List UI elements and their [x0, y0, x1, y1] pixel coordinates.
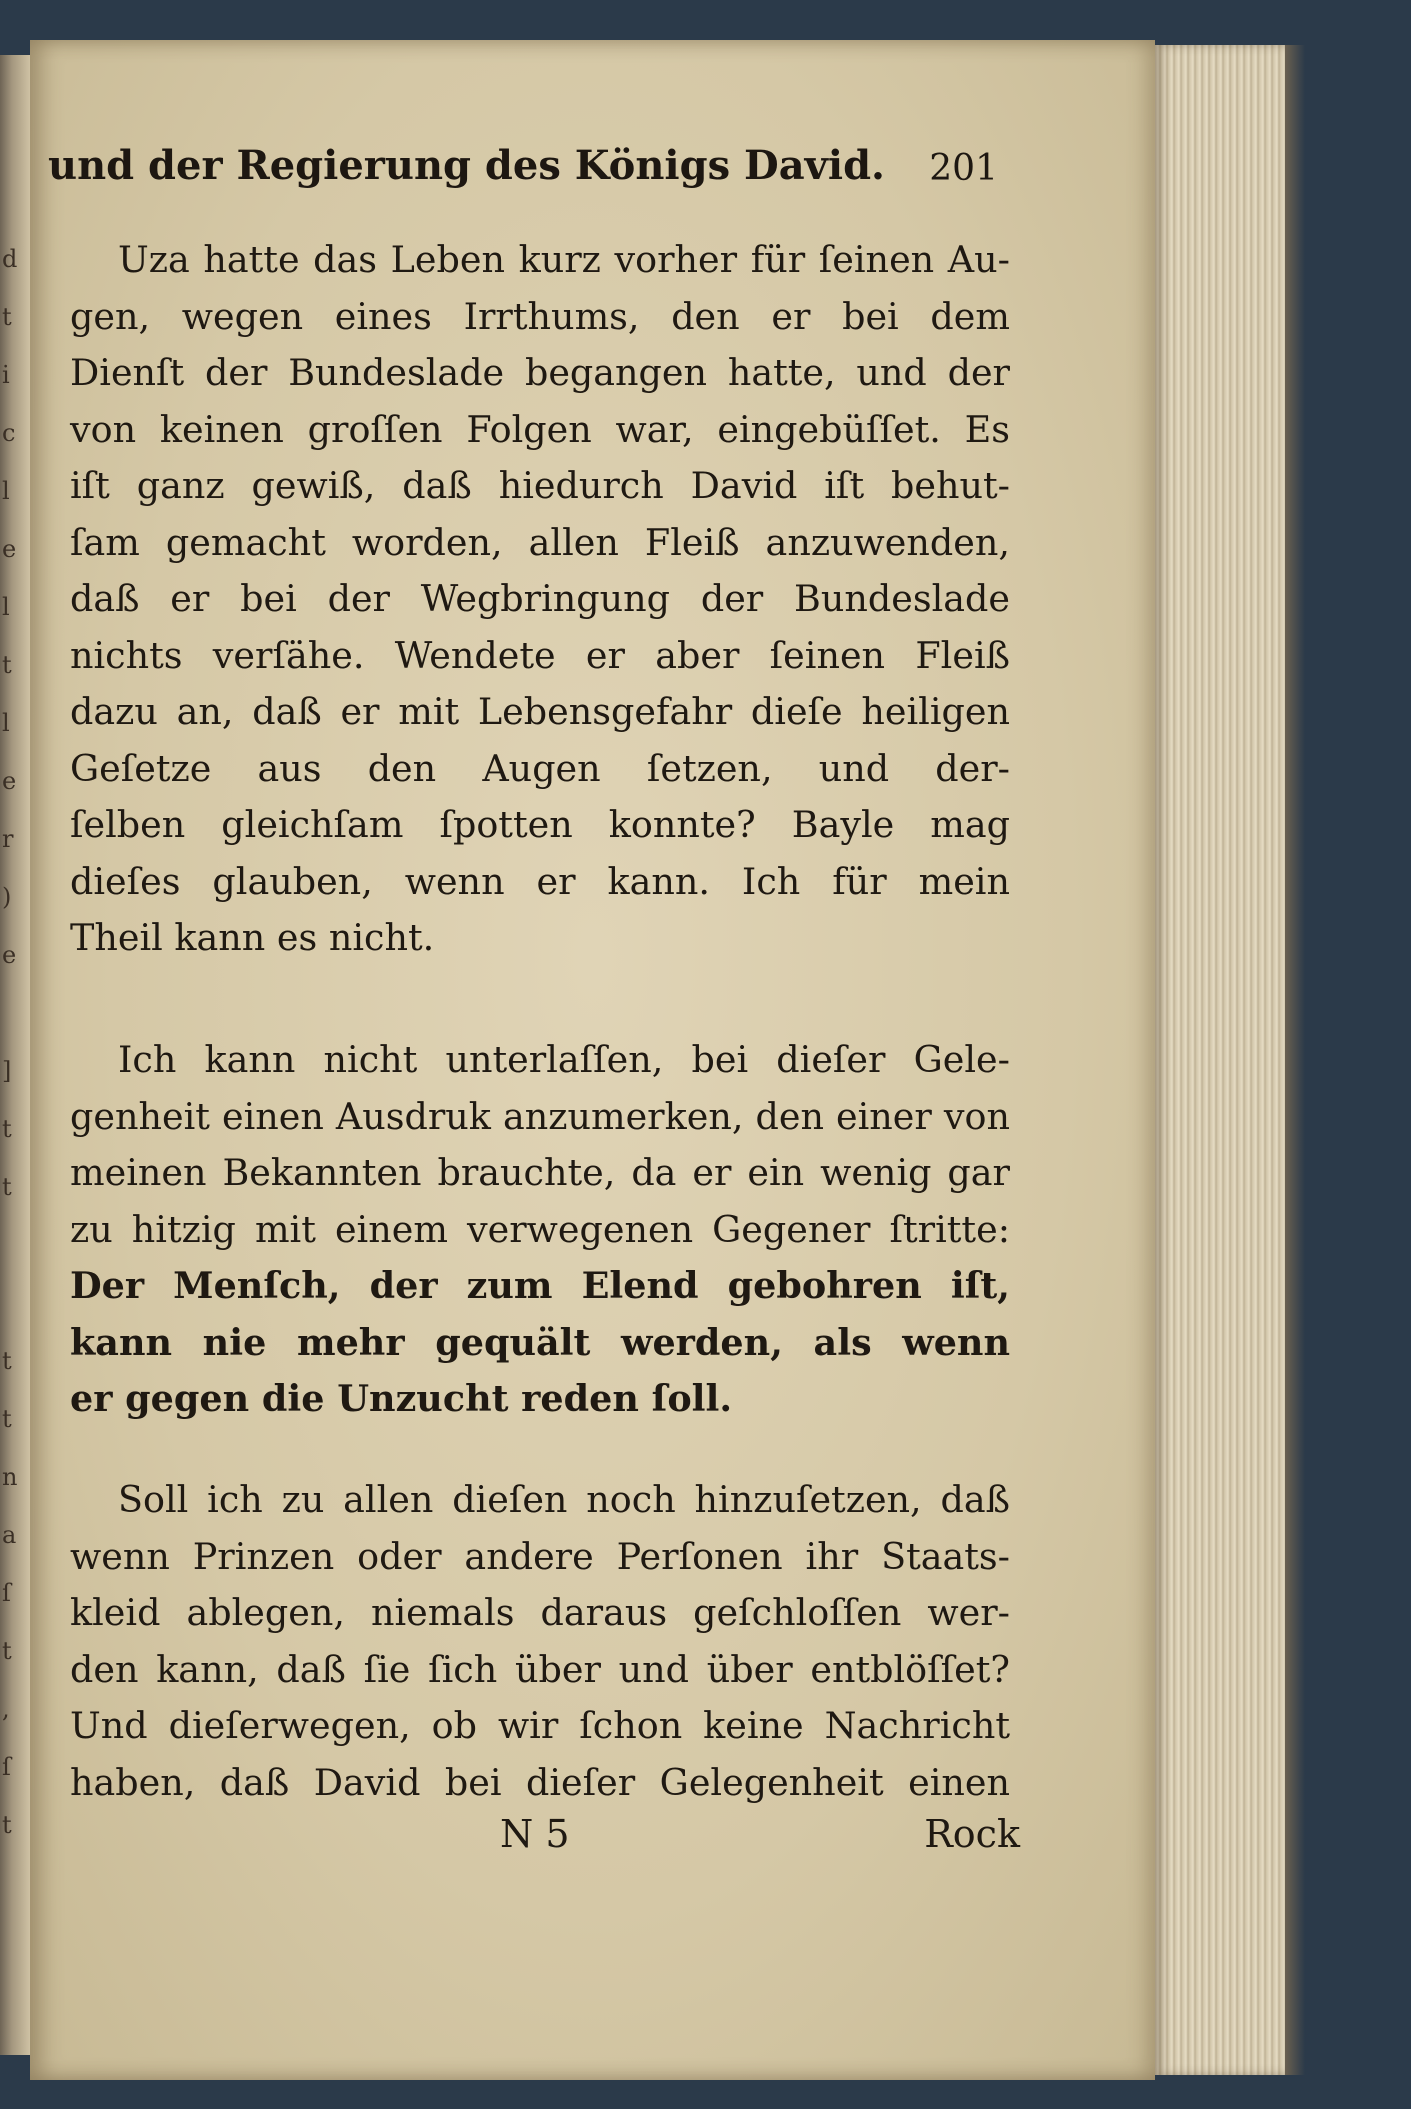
margin-fragment: ſ	[2, 1753, 11, 1781]
margin-fragment: a	[2, 1521, 17, 1549]
margin-fragment: t	[2, 1347, 12, 1375]
text-line: haben, daß David bei dieſer Gelegenheit einen	[70, 1760, 1010, 1804]
text-line: Soll ich zu allen dieſen noch hinzuſetzen, daß	[118, 1478, 1010, 1521]
text-line: kleid ablegen, niemals daraus geſchloſſen wer-	[70, 1591, 1010, 1634]
margin-fragment: i	[2, 361, 10, 389]
page-fore-edge	[1155, 45, 1285, 2075]
margin-fragment: t	[2, 651, 12, 679]
margin-fragment: t	[2, 1173, 12, 1201]
running-title: und der Regierung des Königs David.	[48, 142, 885, 189]
margin-fragment: d	[2, 245, 18, 273]
page-footer	[500, 1812, 1020, 1868]
facing-page-margin-text	[2, 230, 26, 1854]
margin-fragment: e	[2, 535, 17, 563]
quote-line: kann nie mehr gequält werden, als wenn	[70, 1320, 1010, 1364]
text-line: genheit einen Ausdruk anzumerken, den einer von	[70, 1094, 1010, 1138]
catchword: Rock	[924, 1812, 1020, 1856]
text-line: Uza hatte das Leben kurz vorher für ſeinen Au-	[118, 238, 1010, 281]
text-line: Dienſt der Bundeslade begangen hatte, und der	[70, 351, 1010, 394]
margin-fragment: t	[2, 1637, 12, 1665]
margin-fragment: c	[2, 419, 16, 447]
margin-fragment: )	[2, 883, 12, 911]
text-line: den kann, daß ſie ſich über und über entblöſſet?	[70, 1647, 1010, 1691]
text-line: Und dieſerwegen, ob wir ſchon keine Nachricht	[70, 1704, 1010, 1747]
margin-fragment	[2, 984, 26, 1042]
text-line: ſelben gleichſam ſpotten konnte? Bayle mag	[70, 803, 1010, 846]
text-line: Theil kann es nicht.	[70, 916, 435, 959]
margin-fragment: t	[2, 1811, 12, 1839]
quote-line: Der Menſch, der zum Elend gebohren iſt,	[70, 1264, 1010, 1307]
paragraph-3	[70, 1472, 1010, 1811]
margin-fragment: t	[2, 1115, 12, 1143]
margin-fragment	[2, 1216, 26, 1274]
margin-fragment: ſ	[2, 1579, 11, 1607]
margin-fragment: l	[2, 709, 10, 737]
text-line: zu hitzig mit einem verwegenen Gegener ſtritte:	[70, 1207, 1010, 1251]
text-line: iſt ganz gewiß, daß hiedurch David iſt behut-	[70, 464, 1010, 507]
text-line: wenn Prinzen oder andere Perſonen ihr Staats-	[70, 1534, 1010, 1578]
text-line: ſam gemacht worden, allen Fleiß anzuwenden,	[70, 520, 1010, 564]
text-line: daß er bei der Wegbringung der Bundeslade	[70, 577, 1010, 620]
quote-line: er gegen die Unzucht reden ſoll.	[70, 1377, 733, 1420]
margin-fragment: r	[2, 825, 14, 853]
text-line: meinen Bekannten brauchte, da er ein wenig gar	[70, 1151, 1010, 1194]
running-header	[48, 142, 998, 202]
fore-edge-shadow	[1285, 45, 1305, 2075]
text-line: Geſetze aus den Augen ſetzen, und der-	[70, 746, 1010, 790]
paragraph-1	[70, 232, 1010, 967]
text-line: dazu an, daß er mit Lebensgefahr dieſe heiligen	[70, 690, 1010, 733]
page-number: 201	[929, 148, 998, 189]
margin-fragment: l	[2, 593, 10, 621]
margin-fragment: n	[2, 1463, 18, 1491]
signature-mark: N 5	[500, 1812, 570, 1856]
margin-fragment: ]	[2, 1057, 12, 1085]
margin-fragment: l	[2, 477, 10, 505]
text-line: Ich kann nicht unterlaſſen, bei dieſer Gele-	[118, 1038, 1010, 1081]
paragraph-2	[70, 1032, 1010, 1428]
margin-fragment: e	[2, 767, 17, 795]
text-line: gen, wegen eines Irrthums, den er bei dem	[70, 294, 1010, 338]
margin-fragment: ,	[2, 1695, 10, 1723]
text-line: von keinen groſſen Folgen war, eingebüſſet. Es	[70, 407, 1010, 451]
text-line: nichts verſähe. Wendete er aber ſeinen Fleiß	[70, 633, 1010, 677]
text-line: dieſes glauben, wenn er kann. Ich für mein	[70, 859, 1010, 903]
margin-fragment	[2, 1274, 26, 1332]
margin-fragment: e	[2, 941, 17, 969]
margin-fragment: t	[2, 303, 12, 331]
margin-fragment: t	[2, 1405, 12, 1433]
